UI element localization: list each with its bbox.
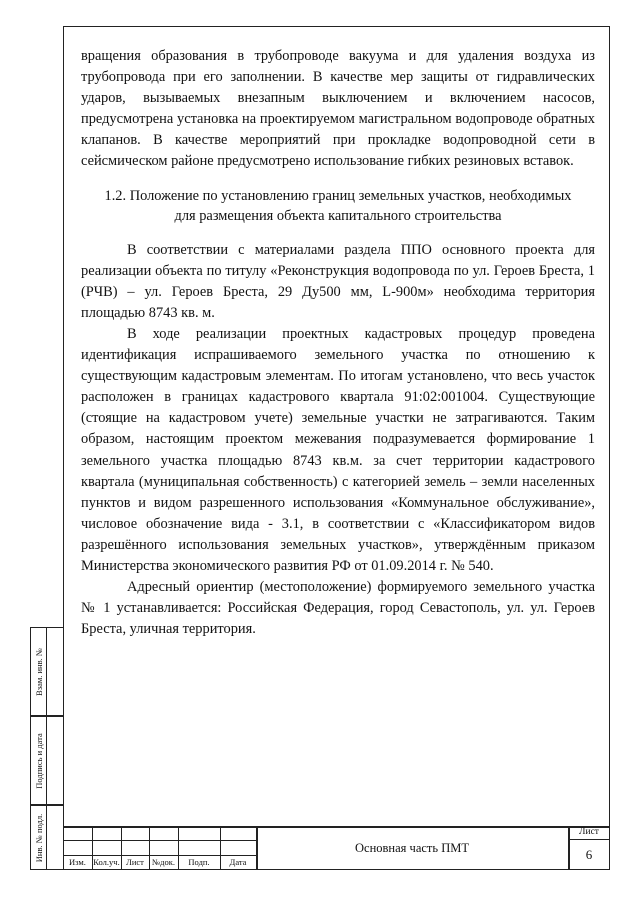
title-block	[63, 826, 610, 870]
stamp-podpis-data	[30, 716, 63, 805]
paragraph-2: В ходе реализации проектных кадастровых процедур проведена идентификация испрашиваемого земельного участка по отношению к существующим кадастровым элементам. По итогам установлено, что весь участок расположен в границах кадастрового квартала 91:02:001004. Существующие (стоящие на кадастровом учете) земельные участки не затрагиваются. Таким образом, настоящим проектом межевания подразумевается формирование 1 земельного участка площадью 8743 кв.м. за счет территории кадастрового квартала (муниципальная собственность) с категорией земель – земли населенных пунктов и видом разрешенного использования «Коммунальное обслуживание», числовое обозначение вида - 3.1, в соответствии с «Классификатором видов разрешённого использования земельных участков», утверждённым приказом Министерства экономического развития РФ от 01.09.2014 г. № 540.	[81, 325, 595, 574]
col-list: Лист	[126, 857, 144, 867]
paragraph-continuation: вращения образования в трубопроводе вакуума и для удаления воздуха из трубопровода при его заполнении. В качестве мер защиты от гидравлических ударов, вызываемых внезапным выключением и включением насосов, предусмотрена установка на проектируемом магистральном водопроводе обратных клапанов. В качестве мероприятий при прокладке водопроводной сети в сейсмическом районе предусмотрено использование гибких резиновых вставок.	[81, 48, 595, 170]
paragraph-3: Адресный ориентир (местоположение) формируемого земельного участка № 1 устанавливается: Российская Федерация, город Севастополь, ул. ул. Героев Бреста, уличная территория.	[81, 579, 595, 638]
section-heading	[81, 186, 595, 226]
sheet-number: 6	[585, 846, 593, 862]
col-ndok: №док.	[152, 857, 175, 867]
document-title: Основная часть ПМТ	[355, 840, 469, 855]
stamp-inv-podl-label: Инв. № подл.	[33, 813, 44, 862]
document-body	[81, 46, 595, 640]
stamp-inv-podl	[30, 805, 63, 870]
sheet-label: Лист	[579, 827, 599, 837]
col-kol-uch: Кол.уч.	[93, 857, 120, 867]
stamp-vzam-inv-label: Взам. инв. №	[33, 647, 44, 696]
col-data: Дата	[229, 857, 247, 867]
col-podp: Подп.	[188, 857, 210, 867]
section-heading-line-2: для размещения объекта капитального строительства	[174, 207, 502, 224]
stamp-vzam-inv	[30, 627, 63, 716]
stamp-podpis-data-label: Подпись и дата	[33, 732, 44, 789]
paragraph-1: В соответствии с материалами раздела ППО основного проекта для реализации объекта по титулу «Реконструкция водопровода по ул. Героев Бреста, 1 (РЧВ) – ул. Героев Бреста, 29 Ду500 мм, L-900м» необходима территория площадью 8743 кв. м.	[81, 241, 595, 321]
col-izm: Изм.	[69, 857, 86, 867]
section-heading-line-1: 1.2. Положение по установлению границ земельных участков, необходимых	[104, 187, 572, 204]
